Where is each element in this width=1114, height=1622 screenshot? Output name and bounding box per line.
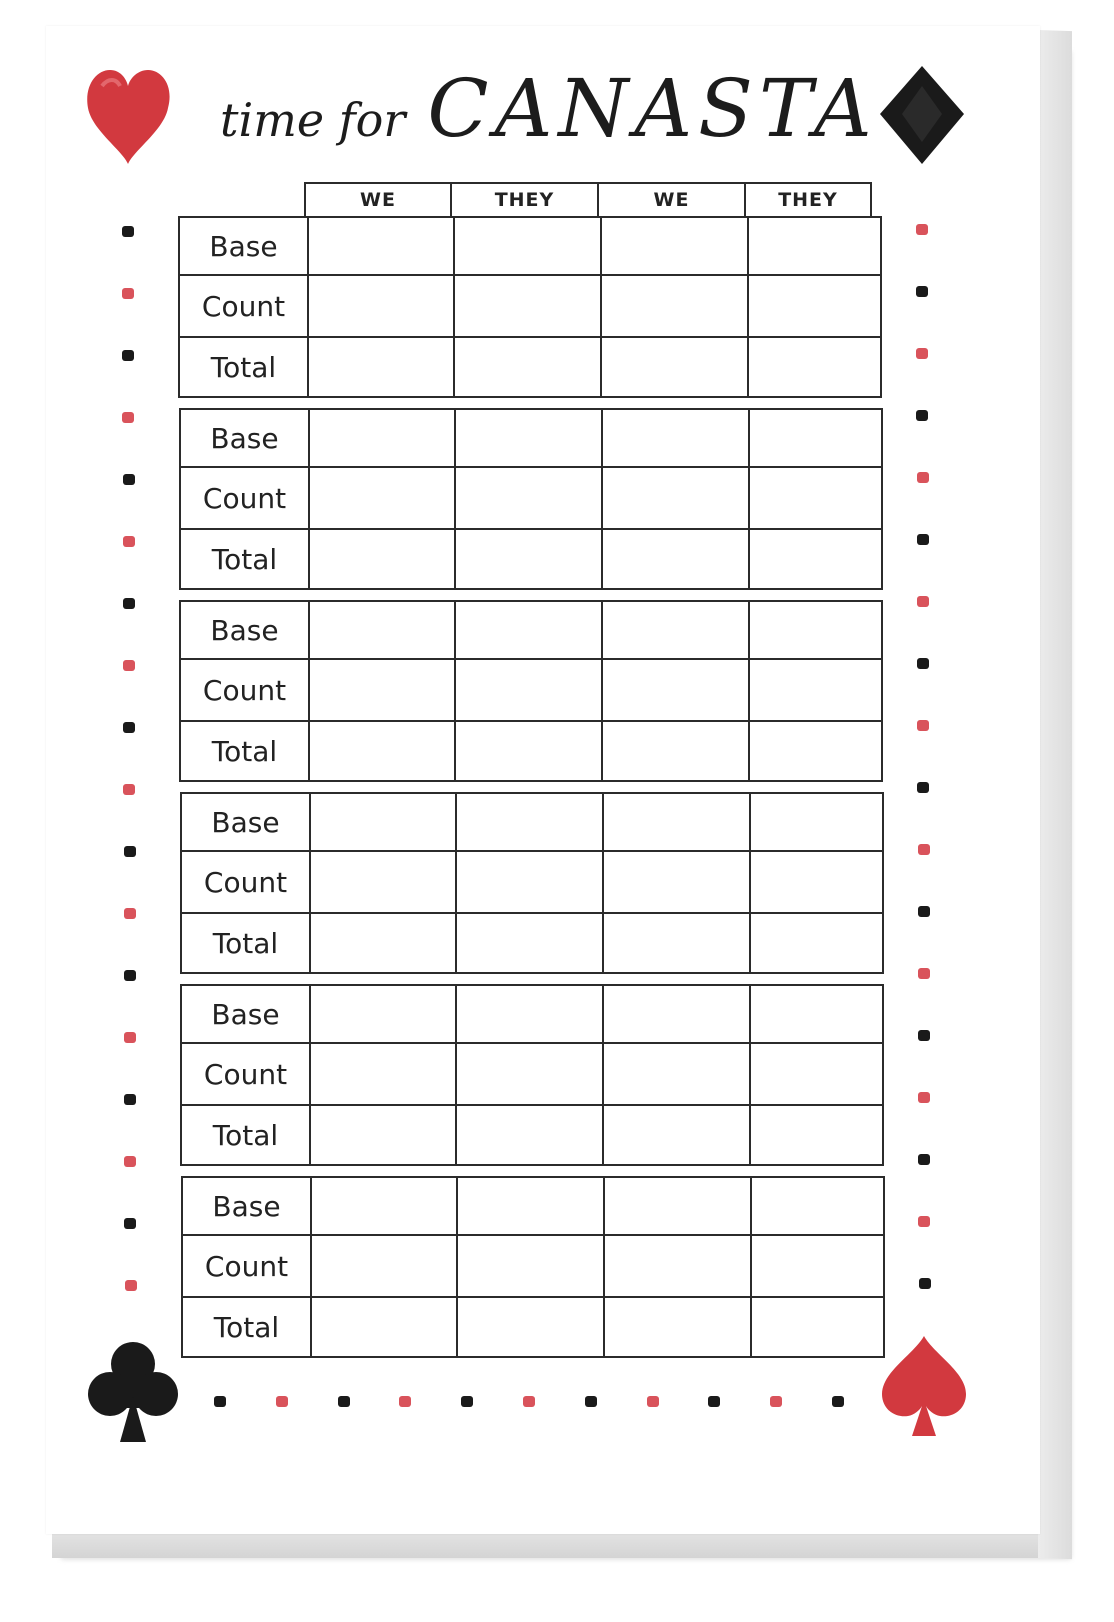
- score-cell[interactable]: [310, 1105, 456, 1165]
- score-cell[interactable]: [604, 1235, 751, 1297]
- score-cell[interactable]: [311, 1177, 457, 1235]
- score-cell[interactable]: [749, 659, 882, 721]
- row-label-total: Total: [180, 721, 309, 781]
- border-dot: [399, 1396, 411, 1407]
- row-label-base: Base: [181, 985, 310, 1043]
- border-dot: [918, 1030, 930, 1041]
- border-dot: [832, 1396, 844, 1407]
- row-label-total: Total: [180, 529, 309, 589]
- row-label-count: Count: [182, 1235, 311, 1297]
- score-cell[interactable]: [309, 529, 455, 589]
- score-cell[interactable]: [456, 913, 603, 973]
- score-cell[interactable]: [602, 601, 749, 659]
- spade-icon: [878, 1332, 970, 1440]
- border-dot: [916, 286, 928, 297]
- score-cell[interactable]: [310, 793, 456, 851]
- border-dot: [916, 348, 928, 359]
- border-dot: [124, 970, 136, 981]
- border-dot: [918, 906, 930, 917]
- row-label-total: Total: [179, 337, 308, 397]
- score-cell[interactable]: [456, 985, 603, 1043]
- score-cell[interactable]: [311, 1297, 457, 1357]
- row-label-base: Base: [181, 793, 310, 851]
- column-header-we-1: WE: [305, 183, 451, 217]
- diamond-icon: [876, 64, 968, 166]
- border-dot: [122, 226, 134, 237]
- row-label-base: Base: [182, 1177, 311, 1235]
- border-dot: [918, 1154, 930, 1165]
- column-header-they-2: THEY: [745, 183, 871, 217]
- score-row-total: [180, 721, 882, 781]
- border-dot: [123, 784, 135, 795]
- score-cell[interactable]: [604, 1177, 751, 1235]
- row-label-count: Count: [181, 1043, 310, 1105]
- score-cell[interactable]: [749, 467, 882, 529]
- border-dot: [123, 660, 135, 671]
- score-cell[interactable]: [457, 1297, 604, 1357]
- score-cell[interactable]: [308, 275, 454, 337]
- border-dot: [124, 1094, 136, 1105]
- score-cell[interactable]: [457, 1177, 604, 1235]
- score-cell[interactable]: [455, 467, 602, 529]
- score-cell[interactable]: [601, 275, 748, 337]
- score-cell[interactable]: [456, 793, 603, 851]
- border-dot: [276, 1396, 288, 1407]
- score-row-base: [182, 1177, 884, 1235]
- score-row-total: [181, 1105, 883, 1165]
- score-cell[interactable]: [748, 217, 881, 275]
- heart-icon: [82, 64, 174, 168]
- row-label-count: Count: [181, 851, 310, 913]
- border-dot: [917, 596, 929, 607]
- score-cell[interactable]: [602, 659, 749, 721]
- score-block: [181, 1176, 885, 1358]
- border-dot: [124, 1156, 136, 1167]
- border-dot: [917, 658, 929, 669]
- score-cell[interactable]: [603, 793, 750, 851]
- title-main: CANASTA: [427, 62, 878, 155]
- score-cell[interactable]: [751, 1297, 884, 1357]
- score-block: [178, 216, 882, 398]
- score-cell[interactable]: [749, 529, 882, 589]
- score-cell[interactable]: [604, 1297, 751, 1357]
- border-dot: [123, 536, 135, 547]
- score-cell[interactable]: [454, 337, 601, 397]
- score-cell[interactable]: [749, 721, 882, 781]
- border-dot: [125, 1280, 137, 1291]
- row-label-base: Base: [180, 601, 309, 659]
- border-dot: [122, 412, 134, 423]
- row-label-total: Total: [182, 1297, 311, 1357]
- score-cell[interactable]: [310, 851, 456, 913]
- score-cell[interactable]: [750, 1043, 883, 1105]
- score-row-base: [179, 217, 881, 275]
- border-dot: [124, 846, 136, 857]
- score-cell[interactable]: [456, 1043, 603, 1105]
- score-cell[interactable]: [457, 1235, 604, 1297]
- border-dot: [123, 722, 135, 733]
- score-cell[interactable]: [601, 217, 748, 275]
- score-cell[interactable]: [455, 529, 602, 589]
- row-label-count: Count: [180, 659, 309, 721]
- border-dot: [917, 472, 929, 483]
- score-cell[interactable]: [603, 913, 750, 973]
- score-row-total: [182, 1297, 884, 1357]
- border-dot: [917, 720, 929, 731]
- score-row-count: [179, 275, 881, 337]
- score-row-base: [181, 985, 883, 1043]
- score-row-count: [181, 1043, 883, 1105]
- score-cell[interactable]: [749, 601, 882, 659]
- score-cell[interactable]: [603, 1105, 750, 1165]
- border-dot: [917, 534, 929, 545]
- border-dot: [122, 350, 134, 361]
- score-cell[interactable]: [603, 1043, 750, 1105]
- row-label-base: Base: [180, 409, 309, 467]
- border-dot: [917, 782, 929, 793]
- score-row-total: [179, 337, 881, 397]
- score-cell[interactable]: [309, 601, 455, 659]
- score-cell[interactable]: [456, 851, 603, 913]
- score-row-base: [180, 601, 882, 659]
- score-cell[interactable]: [310, 1043, 456, 1105]
- column-header-row: [304, 182, 872, 218]
- score-row-base: [180, 409, 882, 467]
- score-cell[interactable]: [601, 337, 748, 397]
- score-cell[interactable]: [454, 275, 601, 337]
- score-cell[interactable]: [602, 721, 749, 781]
- score-cell[interactable]: [308, 337, 454, 397]
- border-dot: [122, 288, 134, 299]
- score-row-count: [180, 467, 882, 529]
- pad-edge-side: [1038, 30, 1072, 1559]
- border-dot: [461, 1396, 473, 1407]
- page-title: [220, 62, 878, 162]
- border-dot: [919, 1278, 931, 1289]
- score-cell[interactable]: [309, 409, 455, 467]
- score-cell[interactable]: [308, 217, 454, 275]
- border-dot: [123, 598, 135, 609]
- row-label-total: Total: [181, 1105, 310, 1165]
- column-header-they-1: THEY: [451, 183, 598, 217]
- border-dot: [770, 1396, 782, 1407]
- border-dot: [918, 844, 930, 855]
- score-cell[interactable]: [748, 337, 881, 397]
- score-cell[interactable]: [603, 985, 750, 1043]
- score-row-count: [180, 659, 882, 721]
- score-cell[interactable]: [455, 721, 602, 781]
- score-cell[interactable]: [750, 1105, 883, 1165]
- border-dot: [918, 968, 930, 979]
- score-cell[interactable]: [748, 275, 881, 337]
- border-dot: [124, 1032, 136, 1043]
- border-dot: [708, 1396, 720, 1407]
- border-dot: [523, 1396, 535, 1407]
- border-dot: [918, 1216, 930, 1227]
- score-cell[interactable]: [310, 913, 456, 973]
- border-dot: [123, 474, 135, 485]
- score-cell[interactable]: [750, 913, 883, 973]
- title-prefix: time for: [220, 93, 406, 147]
- score-row-count: [182, 1235, 884, 1297]
- score-row-total: [181, 913, 883, 973]
- border-dot: [647, 1396, 659, 1407]
- score-cell[interactable]: [311, 1235, 457, 1297]
- score-block: [179, 408, 883, 590]
- score-cell[interactable]: [751, 1235, 884, 1297]
- border-dot: [124, 1218, 136, 1229]
- border-dot: [214, 1396, 226, 1407]
- score-row-base: [181, 793, 883, 851]
- score-cell[interactable]: [454, 217, 601, 275]
- score-cell[interactable]: [455, 601, 602, 659]
- column-header-we-2: WE: [598, 183, 745, 217]
- score-cell[interactable]: [602, 467, 749, 529]
- club-icon: [86, 1338, 180, 1444]
- score-cell[interactable]: [749, 409, 882, 467]
- score-cell[interactable]: [602, 409, 749, 467]
- score-block: [179, 600, 883, 782]
- border-dot: [585, 1396, 597, 1407]
- score-cell[interactable]: [750, 851, 883, 913]
- border-dot: [338, 1396, 350, 1407]
- border-dot: [916, 224, 928, 235]
- score-cell[interactable]: [309, 659, 455, 721]
- row-label-total: Total: [181, 913, 310, 973]
- border-dot: [918, 1092, 930, 1103]
- score-cell[interactable]: [310, 985, 456, 1043]
- score-cell[interactable]: [309, 721, 455, 781]
- score-cell[interactable]: [603, 851, 750, 913]
- border-dot: [124, 908, 136, 919]
- score-cell[interactable]: [750, 793, 883, 851]
- score-row-total: [180, 529, 882, 589]
- score-block: [180, 792, 884, 974]
- score-cell[interactable]: [751, 1177, 884, 1235]
- row-label-count: Count: [179, 275, 308, 337]
- row-label-count: Count: [180, 467, 309, 529]
- score-row-count: [181, 851, 883, 913]
- row-label-base: Base: [179, 217, 308, 275]
- score-cell[interactable]: [602, 529, 749, 589]
- score-cell[interactable]: [455, 659, 602, 721]
- score-block: [180, 984, 884, 1166]
- border-dot: [916, 410, 928, 421]
- score-cell[interactable]: [456, 1105, 603, 1165]
- score-cell[interactable]: [750, 985, 883, 1043]
- score-cell[interactable]: [309, 467, 455, 529]
- score-cell[interactable]: [455, 409, 602, 467]
